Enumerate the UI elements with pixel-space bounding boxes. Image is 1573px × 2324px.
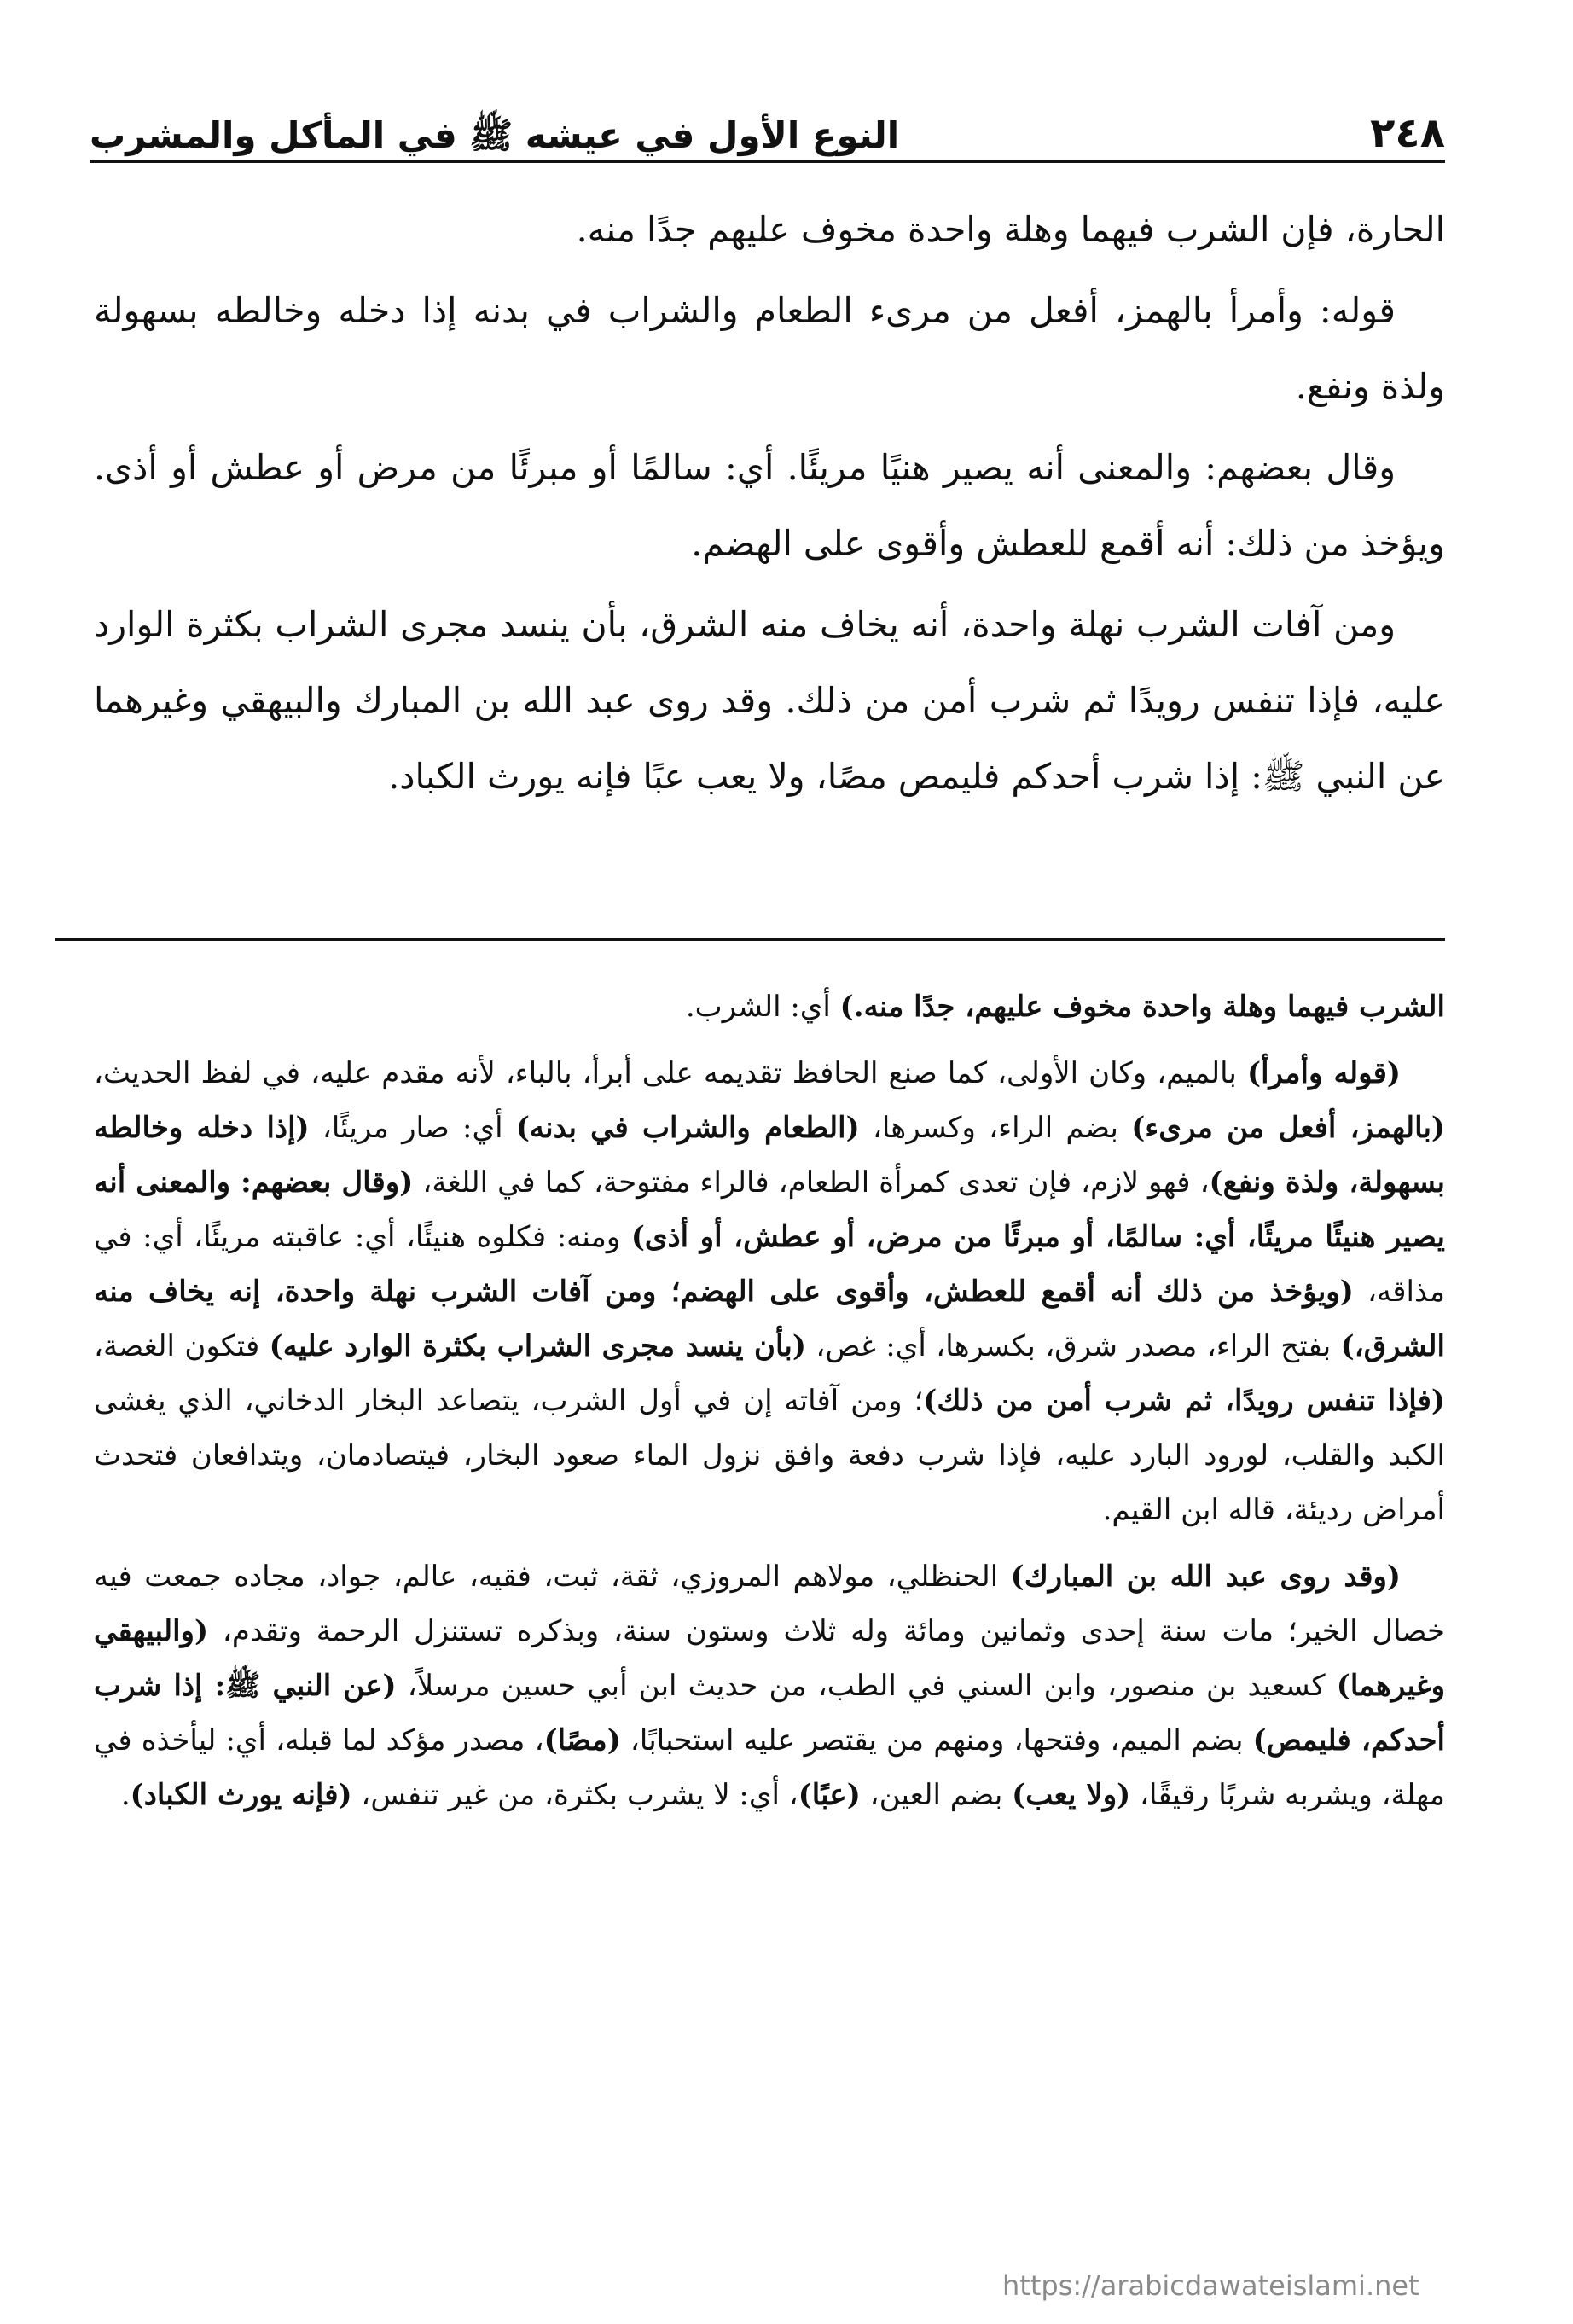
quoted-matn: (وقال بعضهم: والمعنى أنه يصير هنيئًا مريئًا، أي: سالمًا، أو مبرئًا من مرض، أو عطش، أو أذى)	[94, 1165, 1445, 1254]
commentary-paragraph	[94, 1549, 1445, 1822]
commentary-span: بضم العين،	[860, 1778, 1013, 1812]
quoted-matn: (فإنه يورث الكباد)	[130, 1778, 352, 1812]
main-paragraph: قوله: وأمرأ بالهمز، أفعل من مرىء الطعام والشراب في بدنه إذا دخله وخالطه بسهولة ولذة ونفع.	[94, 290, 1445, 407]
quoted-matn: (فإذا تنفس رويدًا، ثم شرب أمن من ذلك)	[923, 1384, 1445, 1418]
commentary-span: ومنه: فكلوه هنيئًا، أي: عاقبته مريئًا، أي: في مذاقه،	[94, 1220, 1445, 1309]
main-text	[94, 192, 1445, 820]
quoted-matn: (ولا يعب)	[1012, 1778, 1131, 1812]
commentary-span: ، أي: لا يشرب بكثرة، من غير تنفس،	[351, 1778, 798, 1812]
quoted-matn: (وقد روى عبد الله بن المبارك)	[1010, 1560, 1401, 1594]
quoted-matn: (مصًا)	[543, 1723, 621, 1758]
commentary-paragraph	[94, 979, 1445, 1034]
main-paragraph: وقال بعضهم: والمعنى أنه يصير هنيًا مريئًا. أي: سالمًا أو مبرئًا من مرض أو عطش أو أذى. ويؤخذ من ذلك: أنه أقمع للعطش وأقوى على الهضم.	[94, 447, 1445, 564]
commentary-span: بضم الراء، وكسرها،	[859, 1111, 1132, 1145]
commentary-paragraph	[94, 1046, 1445, 1537]
commentary-span: ؛ ومن آفاته إن في أول الشرب، يتصاعد البخار الدخاني، الذي يغشى الكبد والقلب، لورود البارد عليه، فإذا شرب دفعة وافق نزول الماء صعود البخار، فيتصادمان، ويتدافعان فتحدث أمراض رديئة، قاله ابن القيم.	[94, 1384, 1445, 1527]
commentary-text	[94, 979, 1445, 1834]
commentary-span: كسعيد بن منصور، وابن السني في الطب، من حديث ابن أبي حسين مرسلاً،	[396, 1669, 1337, 1703]
commentary-span: .	[120, 1778, 131, 1812]
commentary-span: أي: صار مريئًا،	[309, 1111, 516, 1145]
quoted-matn: (بالهمز، أفعل من مرىء)	[1131, 1111, 1445, 1145]
quoted-matn: (ويؤخذ من ذلك أنه أقمع للعطش، وأقوى على الهضم؛ ومن آفات الشرب نهلة واحدة، إنه يخاف منه الشرق،)	[94, 1275, 1445, 1363]
main-paragraph: الحارة، فإن الشرب فيهما وهلة واحدة مخوف عليهم جدًا منه.	[576, 209, 1445, 250]
quoted-matn: (عن النبي ﷺ: إذا شرب أحدكم، فليمص)	[94, 1669, 1445, 1758]
running-title: النوع الأول في عيشه ﷺ في المأكل والمشرب	[90, 114, 900, 156]
quoted-matn: (بأن ينسد مجرى الشراب بكثرة الوارد عليه)	[269, 1329, 806, 1363]
source-watermark: https://arabicdawateislami.net	[1002, 2269, 1419, 2302]
header-rule	[90, 160, 1445, 163]
commentary-span: فتكون الغصة،	[94, 1329, 270, 1363]
quoted-matn: (إذا دخله وخالطه بسهولة، ولذة ونفع)	[94, 1111, 1446, 1200]
quoted-matn: (عبًا)	[798, 1778, 861, 1812]
quoted-matn: الشرب فيهما وهلة واحدة مخوف عليهم، جدًا منه.)	[839, 990, 1445, 1024]
commentary-span: بضم الميم، وفتحها، ومنهم من يقتصر عليه استحبابًا،	[620, 1723, 1253, 1758]
quoted-matn: (الطعام والشراب في بدنه)	[515, 1111, 860, 1145]
commentary-span: أي: الشرب.	[685, 990, 840, 1024]
page-number: ٢٤٨	[1370, 109, 1445, 157]
commentary-span: ، مصدر مؤكد لما قبله، أي: ليأخذه في مهلة، ويشربه شربًا رقيقًا،	[94, 1723, 1445, 1812]
footnote-separator	[55, 938, 1445, 941]
commentary-span: الحنظلي، مولاهم المروزي، ثقة، ثبت، فقيه، عالم، جواد، مجاده جمعت فيه خصال الخير؛ مات سنة إحدى وثمانين ومائة وله ثلاث وستون سنة، وبذكره تستنزل الرحمة وتقدم،	[94, 1560, 1445, 1648]
quoted-matn: (قوله وأمرأ)	[1247, 1056, 1401, 1090]
running-header	[90, 94, 1445, 157]
commentary-span: بفتح الراء، مصدر شرق، بكسرها، أي: غص،	[805, 1329, 1341, 1363]
main-paragraph: ومن آفات الشرب نهلة واحدة، أنه يخاف منه الشرق، بأن ينسد مجرى الشراب بكثرة الوارد عليه، فإذا تنفس رويدًا ثم شرب أمن من ذلك. وقد روى عبد الله بن المبارك والبيهقي وغيرهما عن النبي ﷺ: إذا شرب أحدكم فليمص مصًا، ولا يعب عبًا فإنه يورث الكباد.	[94, 604, 1445, 797]
commentary-span: ، فهو لازم، فإن تعدى كمرأة الطعام، فالراء مفتوحة، كما في اللغة،	[413, 1165, 1210, 1200]
quoted-matn: (والبيهقي وغيرهما)	[94, 1614, 1445, 1703]
commentary-span: بالميم، وكان الأولى، كما صنع الحافظ تقديمه على أبرأ، بالباء، لأنه مقدم عليه، في لفظ الحديث،	[94, 1056, 1247, 1090]
